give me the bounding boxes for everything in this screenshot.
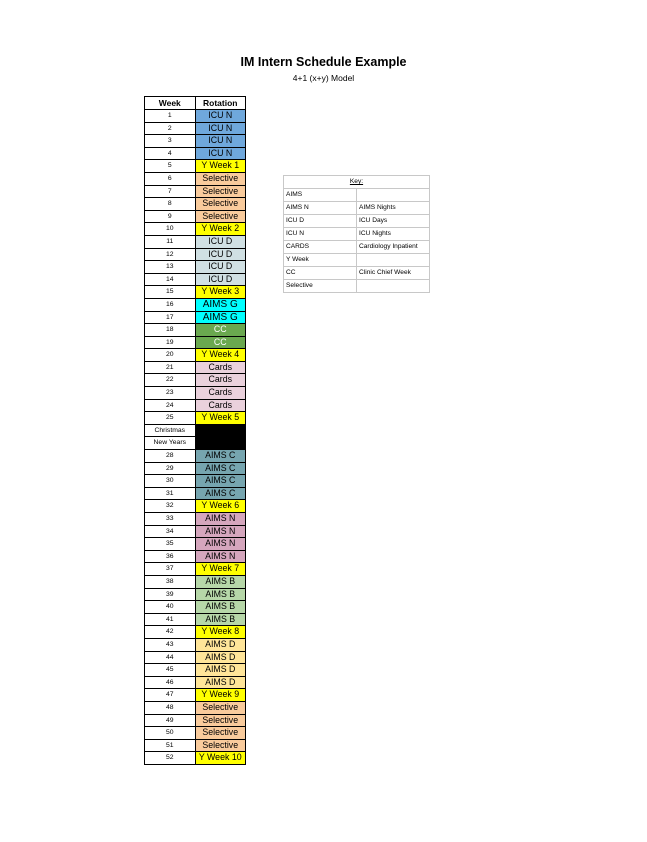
rotation-cell: AIMS B [195, 613, 246, 626]
week-cell: 10 [145, 223, 196, 236]
week-cell: 1 [145, 110, 196, 123]
week-cell: 5 [145, 160, 196, 173]
schedule-header-row [145, 97, 246, 110]
week-cell: 49 [145, 714, 196, 727]
week-cell: 20 [145, 349, 196, 362]
schedule-row [145, 160, 246, 173]
week-cell: 42 [145, 626, 196, 639]
schedule-row [145, 575, 246, 588]
rotation-cell: AIMS D [195, 638, 246, 651]
schedule-row [145, 689, 246, 702]
week-cell: 22 [145, 374, 196, 387]
week-cell: 24 [145, 399, 196, 412]
key-meaning [357, 254, 430, 267]
week-cell: 4 [145, 147, 196, 160]
schedule-row [145, 727, 246, 740]
key-row [284, 280, 430, 293]
key-meaning: Clinic Chief Week [357, 267, 430, 280]
week-cell: 7 [145, 185, 196, 198]
schedule-row [145, 550, 246, 563]
schedule-row [145, 525, 246, 538]
schedule-table [144, 96, 246, 765]
rotation-cell: AIMS N [195, 550, 246, 563]
schedule-row [145, 500, 246, 513]
page-title: IM Intern Schedule Example [240, 55, 407, 69]
key-row [284, 241, 430, 254]
rotation-cell: AIMS G [195, 298, 246, 311]
week-cell: 50 [145, 727, 196, 740]
rotation-cell: Cards [195, 399, 246, 412]
rotation-cell: ICU N [195, 147, 246, 160]
week-cell: 8 [145, 198, 196, 211]
schedule-row [145, 261, 246, 274]
rotation-cell: Selective [195, 727, 246, 740]
schedule-row [145, 513, 246, 526]
rotation-cell: ICU N [195, 135, 246, 148]
rotation-column-header: Rotation [195, 97, 246, 110]
schedule-row [145, 752, 246, 765]
key-row [284, 228, 430, 241]
week-cell: 14 [145, 273, 196, 286]
schedule-row [145, 626, 246, 639]
schedule-row [145, 122, 246, 135]
week-cell: 32 [145, 500, 196, 513]
week-cell: 13 [145, 261, 196, 274]
schedule-row [145, 588, 246, 601]
week-cell: 44 [145, 651, 196, 664]
schedule-row [145, 147, 246, 160]
schedule-row [145, 223, 246, 236]
rotation-cell: ICU D [195, 261, 246, 274]
week-cell: 47 [145, 689, 196, 702]
rotation-cell: CC [195, 324, 246, 337]
schedule-row [145, 273, 246, 286]
key-abbreviation: ICU D [284, 215, 357, 228]
rotation-cell: Y Week 2 [195, 223, 246, 236]
week-cell: 17 [145, 311, 196, 324]
key-abbreviation: ICU N [284, 228, 357, 241]
rotation-cell: Y Week 6 [195, 500, 246, 513]
rotation-cell: ICU N [195, 110, 246, 123]
schedule-row [145, 651, 246, 664]
key-abbreviation: AIMS [284, 189, 357, 202]
week-cell: 43 [145, 638, 196, 651]
week-cell: 51 [145, 739, 196, 752]
rotation-cell: Y Week 3 [195, 286, 246, 299]
page-subtitle: 4+1 (x+y) Model [292, 73, 355, 83]
week-cell: 45 [145, 664, 196, 677]
week-cell: 19 [145, 336, 196, 349]
week-cell: Christmas [145, 424, 196, 437]
schedule-row [145, 714, 246, 727]
schedule-row [145, 361, 246, 374]
week-cell: 11 [145, 235, 196, 248]
key-abbreviation: Selective [284, 280, 357, 293]
rotation-cell: Y Week 10 [195, 752, 246, 765]
key-meaning: ICU Nights [357, 228, 430, 241]
rotation-cell: AIMS D [195, 664, 246, 677]
key-row [284, 202, 430, 215]
schedule-row [145, 437, 246, 450]
schedule-row [145, 374, 246, 387]
rotation-cell: AIMS N [195, 513, 246, 526]
week-cell: 40 [145, 601, 196, 614]
schedule-row [145, 324, 246, 337]
schedule-row [145, 248, 246, 261]
week-cell: 48 [145, 701, 196, 714]
key-row [284, 189, 430, 202]
rotation-cell: Selective [195, 198, 246, 211]
rotation-cell: AIMS N [195, 538, 246, 551]
key-meaning: ICU Days [357, 215, 430, 228]
rotation-cell: Selective [195, 701, 246, 714]
week-cell: 2 [145, 122, 196, 135]
rotation-cell: CC [195, 336, 246, 349]
rotation-cell: AIMS C [195, 475, 246, 488]
schedule-row [145, 110, 246, 123]
rotation-cell [195, 424, 246, 437]
schedule-row [145, 664, 246, 677]
schedule-row [145, 235, 246, 248]
rotation-cell: Y Week 7 [195, 563, 246, 576]
schedule-row [145, 739, 246, 752]
schedule-row [145, 185, 246, 198]
schedule-row [145, 563, 246, 576]
key-heading: Key: [284, 176, 430, 189]
week-cell: 12 [145, 248, 196, 261]
schedule-row [145, 487, 246, 500]
week-cell: 52 [145, 752, 196, 765]
rotation-cell: AIMS G [195, 311, 246, 324]
key-row [284, 267, 430, 280]
week-cell: 6 [145, 172, 196, 185]
schedule-body [145, 110, 246, 765]
rotation-cell: AIMS C [195, 450, 246, 463]
rotation-cell [195, 437, 246, 450]
key-table [283, 175, 430, 293]
schedule-row [145, 349, 246, 362]
key-abbreviation: AIMS N [284, 202, 357, 215]
rotation-cell: Cards [195, 374, 246, 387]
schedule-row [145, 613, 246, 626]
rotation-cell: ICU D [195, 273, 246, 286]
week-cell: 36 [145, 550, 196, 563]
schedule-row [145, 336, 246, 349]
week-cell: 29 [145, 462, 196, 475]
rotation-cell: Selective [195, 210, 246, 223]
week-cell: 21 [145, 361, 196, 374]
week-column-header: Week [145, 97, 196, 110]
week-cell: 31 [145, 487, 196, 500]
rotation-cell: AIMS D [195, 676, 246, 689]
rotation-cell: Selective [195, 172, 246, 185]
rotation-cell: Cards [195, 387, 246, 400]
rotation-cell: AIMS B [195, 588, 246, 601]
week-cell: 18 [145, 324, 196, 337]
schedule-row [145, 462, 246, 475]
week-cell: 38 [145, 575, 196, 588]
week-cell: 9 [145, 210, 196, 223]
key-meaning [357, 280, 430, 293]
rotation-cell: Y Week 4 [195, 349, 246, 362]
schedule-row [145, 387, 246, 400]
week-cell: 3 [145, 135, 196, 148]
schedule-row [145, 135, 246, 148]
schedule-row [145, 538, 246, 551]
key-header-row [284, 176, 430, 189]
key-abbreviation: Y Week [284, 254, 357, 267]
schedule-row [145, 286, 246, 299]
schedule-row [145, 412, 246, 425]
week-cell: 33 [145, 513, 196, 526]
schedule-row [145, 601, 246, 614]
rotation-cell: Cards [195, 361, 246, 374]
rotation-cell: Y Week 1 [195, 160, 246, 173]
week-cell: 46 [145, 676, 196, 689]
week-cell: 39 [145, 588, 196, 601]
rotation-cell: AIMS B [195, 575, 246, 588]
week-cell: 37 [145, 563, 196, 576]
rotation-cell: AIMS C [195, 462, 246, 475]
rotation-cell: ICU D [195, 248, 246, 261]
key-meaning: AIMS Nights [357, 202, 430, 215]
schedule-row [145, 424, 246, 437]
week-cell: 25 [145, 412, 196, 425]
schedule-row [145, 311, 246, 324]
rotation-cell: AIMS D [195, 651, 246, 664]
rotation-cell: Y Week 9 [195, 689, 246, 702]
schedule-row [145, 399, 246, 412]
schedule-row [145, 298, 246, 311]
schedule-row [145, 210, 246, 223]
week-cell: 35 [145, 538, 196, 551]
week-cell: New Years [145, 437, 196, 450]
schedule-row [145, 198, 246, 211]
schedule-row [145, 638, 246, 651]
rotation-cell: Y Week 5 [195, 412, 246, 425]
key-meaning [357, 189, 430, 202]
schedule-row [145, 701, 246, 714]
key-row [284, 254, 430, 267]
schedule-row [145, 676, 246, 689]
week-cell: 15 [145, 286, 196, 299]
rotation-cell: AIMS N [195, 525, 246, 538]
rotation-cell: ICU D [195, 235, 246, 248]
schedule-row [145, 450, 246, 463]
rotation-cell: AIMS B [195, 601, 246, 614]
rotation-cell: AIMS C [195, 487, 246, 500]
key-meaning: Cardiology Inpatient [357, 241, 430, 254]
rotation-cell: Y Week 8 [195, 626, 246, 639]
key-abbreviation: CC [284, 267, 357, 280]
week-cell: 23 [145, 387, 196, 400]
rotation-cell: Selective [195, 185, 246, 198]
schedule-row [145, 475, 246, 488]
key-abbreviation: CARDS [284, 241, 357, 254]
week-cell: 28 [145, 450, 196, 463]
rotation-cell: Selective [195, 739, 246, 752]
week-cell: 34 [145, 525, 196, 538]
key-row [284, 215, 430, 228]
key-body [284, 176, 430, 293]
week-cell: 41 [145, 613, 196, 626]
week-cell: 16 [145, 298, 196, 311]
rotation-cell: Selective [195, 714, 246, 727]
week-cell: 30 [145, 475, 196, 488]
schedule-row [145, 172, 246, 185]
rotation-cell: ICU N [195, 122, 246, 135]
